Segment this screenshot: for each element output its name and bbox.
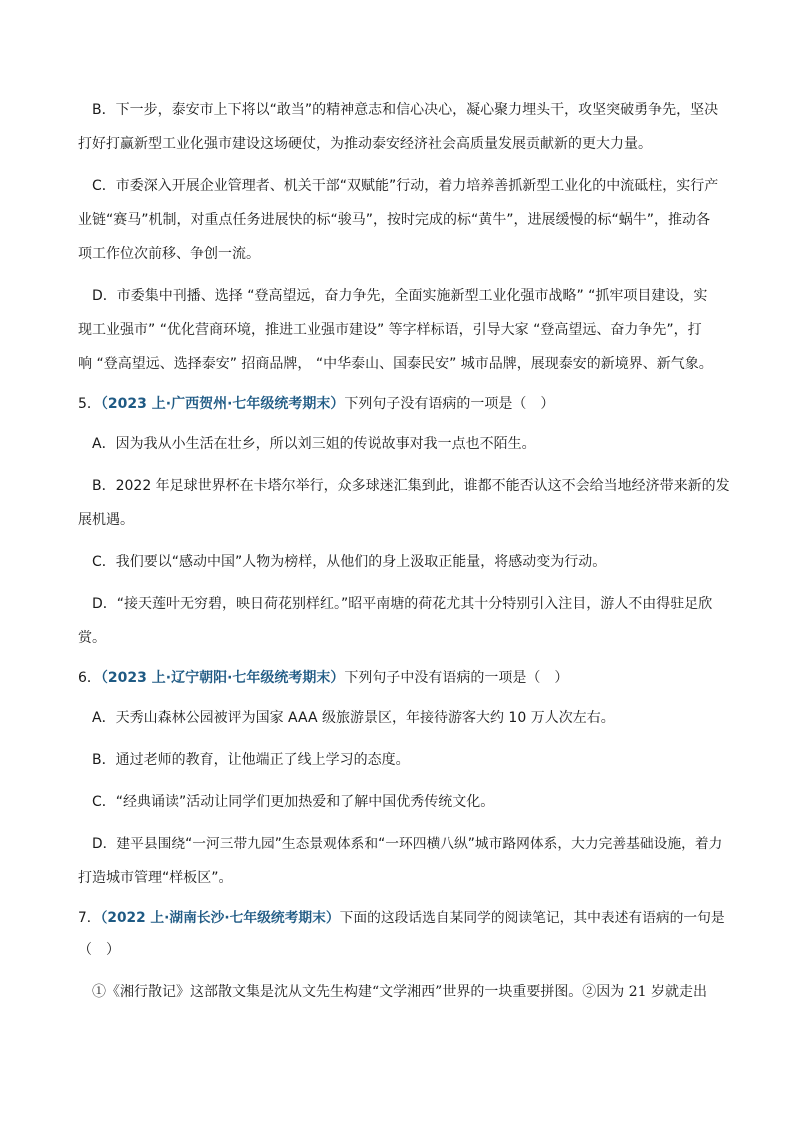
q4-option-d-line1: D．市委集中刊播、选择 “登高望远，奋力争先，全面实施新型工业化强市战略” “抓牢项目建设，实	[92, 288, 708, 304]
q7-question	[78, 908, 725, 928]
q4-option-b-line1: B．下一步，泰安市上下将以“敢当”的精神意志和信心决心，凝心聚力埋头干，攻坚突破勇争先，坚决	[92, 102, 719, 118]
q6-option-a: A．天秀山森林公园被评为国家 AAA 级旅游景区，年接待游客大约 10 万人次左右。	[92, 710, 615, 726]
q4-option-d-line3: 响 “登高望远、选择泰安” 招商品牌， “中华泰山、国泰民安” 城市品牌，展现泰安的新境界、新气象。	[78, 356, 713, 372]
q7-answer-bracket: （ ）	[78, 942, 120, 958]
q6-option-c: C．“经典诵读”活动让同学们更加热爱和了解中国优秀传统文化。	[92, 794, 495, 810]
q7-stem: 下面的这段话选自某同学的阅读笔记，其中表述有语病的一句是	[339, 910, 725, 926]
q4-option-b-line2: 打好打赢新型工业化强市建设这场硬仗，为推动泰安经济社会高质量发展贡献新的更大力量。	[78, 136, 652, 152]
q5-option-d-line1: D．“接天莲叶无穷碧，映日荷花别样红。”昭平南塘的荷花尤其十分特别引入注目，游人不由得驻足欣	[92, 596, 713, 612]
q5-option-b-line1: B．2022 年足球世界杯在卡塔尔举行，众多球迷汇集到此，谁都不能否认这不会给当地经济带来新的发	[92, 478, 730, 494]
q4-option-d-line2: 现工业强市” “优化营商环境，推进工业强市建设” 等字样标语，引导大家 “登高望远、奋力争先”，打	[78, 322, 702, 338]
q5-question	[78, 394, 554, 414]
q5-option-d-line2: 赏。	[78, 630, 106, 646]
q5-source: （2023 上·广西贺州·七年级统考期末）	[100, 396, 345, 412]
q5-option-a: A．因为我从小生活在壮乡，所以刘三姐的传说故事对我一点也不陌生。	[92, 436, 536, 452]
q5-option-b-line2: 展机遇。	[78, 512, 134, 528]
q4-option-c-line1: C．市委深入开展企业管理者、机关干部“双赋能”行动，着力培养善抓新型工业化的中流砥柱，实行产	[92, 178, 719, 194]
q5-option-c: C．我们要以“感动中国”人物为榜样，从他们的身上汲取正能量，将感动变为行动。	[92, 554, 607, 570]
q5-stem: 下列句子没有语病的一项是（ ）	[344, 396, 555, 412]
q6-source: （2023 上·辽宁朝阳·七年级统考期末）	[100, 670, 345, 686]
q6-option-b: B．通过老师的教育，让他端正了线上学习的态度。	[92, 752, 410, 768]
q7-source: （2022 上·湖南长沙·七年级统考期末）	[100, 910, 340, 926]
q5-number: 5．	[78, 396, 101, 412]
q4-option-c-line3: 项工作位次前移、争创一流。	[78, 246, 260, 262]
q6-stem: 下列句子中没有语病的一项是（ ）	[344, 670, 569, 686]
q6-option-d-line2: 打造城市管理“样板区”。	[78, 870, 233, 886]
q7-passage-line1: ①《湘行散记》这部散文集是沈从文先生构建“文学湘西”世界的一块重要拼图。②因为 21 岁就走出	[92, 984, 708, 1000]
q6-question	[78, 668, 568, 688]
q7-number: 7．	[78, 910, 101, 926]
q6-number: 6．	[78, 670, 101, 686]
q4-option-c-line2: 业链“赛马”机制，对重点任务进展快的标“骏马”，按时完成的标“黄牛”，进展缓慢的标“蜗牛”，推动各	[78, 212, 711, 228]
q6-option-d-line1: D．建平县围绕“一河三带九园”生态景观体系和“一环四横八纵”城市路网体系，大力完善基础设施，着力	[92, 836, 723, 852]
